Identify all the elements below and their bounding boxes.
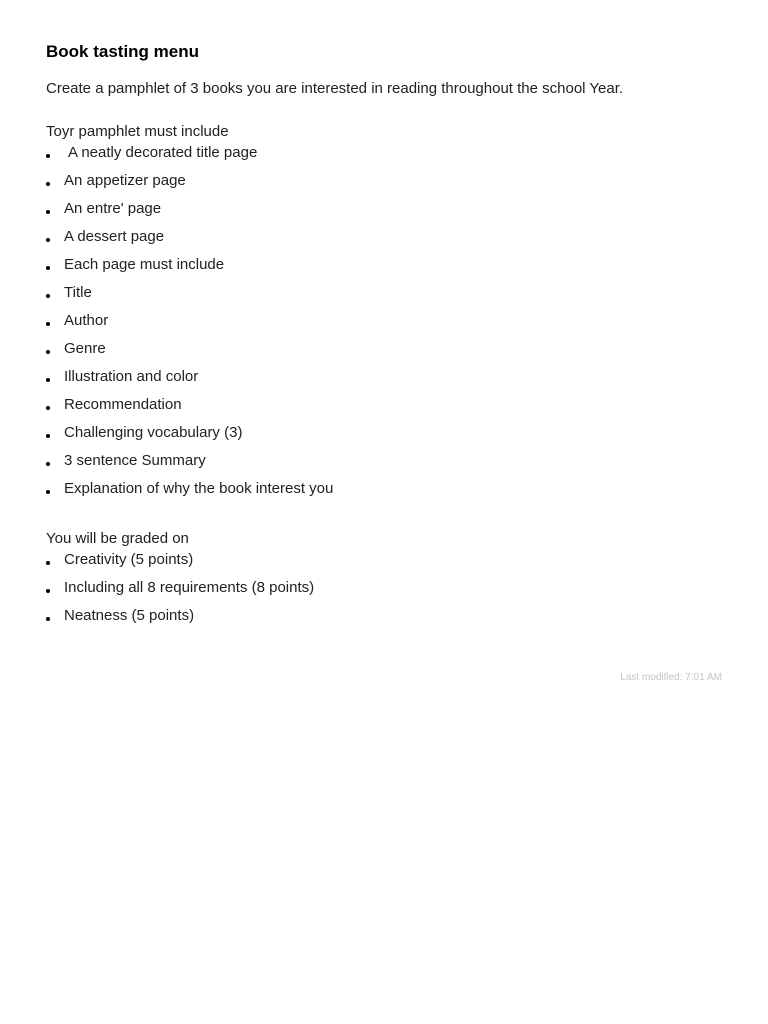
document-body	[46, 40, 726, 633]
list-item	[46, 282, 726, 303]
list-item-text: Including all 8 requirements (8 points)	[64, 579, 315, 596]
list-item	[46, 366, 726, 387]
list-item	[46, 310, 726, 331]
bullet-icon	[46, 294, 50, 298]
bullet-icon	[46, 154, 50, 158]
list-item	[46, 422, 726, 443]
list-item-text: Each page must include	[64, 256, 225, 273]
grading-list	[46, 549, 726, 626]
intro-text: Create a pamphlet of 3 books you are interested in reading throughout the school Year.	[46, 80, 624, 97]
list-item-text: Neatness (5 points)	[64, 607, 195, 624]
list-item	[46, 549, 726, 570]
bullet-icon	[46, 266, 50, 270]
list-item	[46, 394, 726, 415]
requirements-heading: Toyr pamphlet must include	[46, 123, 229, 140]
bullet-icon	[46, 434, 50, 438]
list-item	[46, 142, 726, 163]
bullet-icon	[46, 350, 50, 354]
bullet-icon	[46, 462, 50, 466]
list-item-text: Recommendation	[64, 396, 182, 413]
list-item	[46, 170, 726, 191]
bullet-icon	[46, 182, 50, 186]
bullet-icon	[46, 561, 50, 565]
list-item-text: Explanation of why the book interest you	[64, 480, 334, 497]
requirements-list	[46, 142, 726, 499]
bullet-icon	[46, 238, 50, 242]
list-item-text: Genre	[64, 340, 106, 357]
bullet-icon	[46, 617, 50, 621]
list-item-text: Title	[64, 284, 92, 301]
list-item-text: An appetizer page	[64, 172, 186, 189]
list-item-text: An entre' page	[64, 200, 162, 217]
bullet-icon	[46, 589, 50, 593]
last-modified-label: Last modified: 7:01 AM	[620, 672, 722, 683]
bullet-icon	[46, 490, 50, 494]
list-item-text: Challenging vocabulary (3)	[64, 424, 243, 441]
list-item	[46, 450, 726, 471]
bullet-icon	[46, 378, 50, 382]
list-item	[46, 198, 726, 219]
document-title: Book tasting menu	[46, 42, 200, 61]
list-item	[46, 478, 726, 499]
list-item-text: A neatly decorated title page	[68, 144, 258, 161]
spacer	[46, 99, 726, 121]
bullet-icon	[46, 406, 50, 410]
list-item-text: Creativity (5 points)	[64, 551, 194, 568]
list-item-text: 3 sentence Summary	[64, 452, 206, 469]
list-item-text: A dessert page	[64, 228, 165, 245]
list-item	[46, 605, 726, 626]
grading-heading: You will be graded on	[46, 530, 189, 547]
list-item	[46, 254, 726, 275]
bullet-icon	[46, 322, 50, 326]
bullet-icon	[46, 210, 50, 214]
list-item	[46, 338, 726, 359]
list-item	[46, 226, 726, 247]
list-item-text: Author	[64, 312, 109, 329]
list-item	[46, 577, 726, 598]
list-item-text: Illustration and color	[64, 368, 199, 385]
spacer	[46, 506, 726, 528]
